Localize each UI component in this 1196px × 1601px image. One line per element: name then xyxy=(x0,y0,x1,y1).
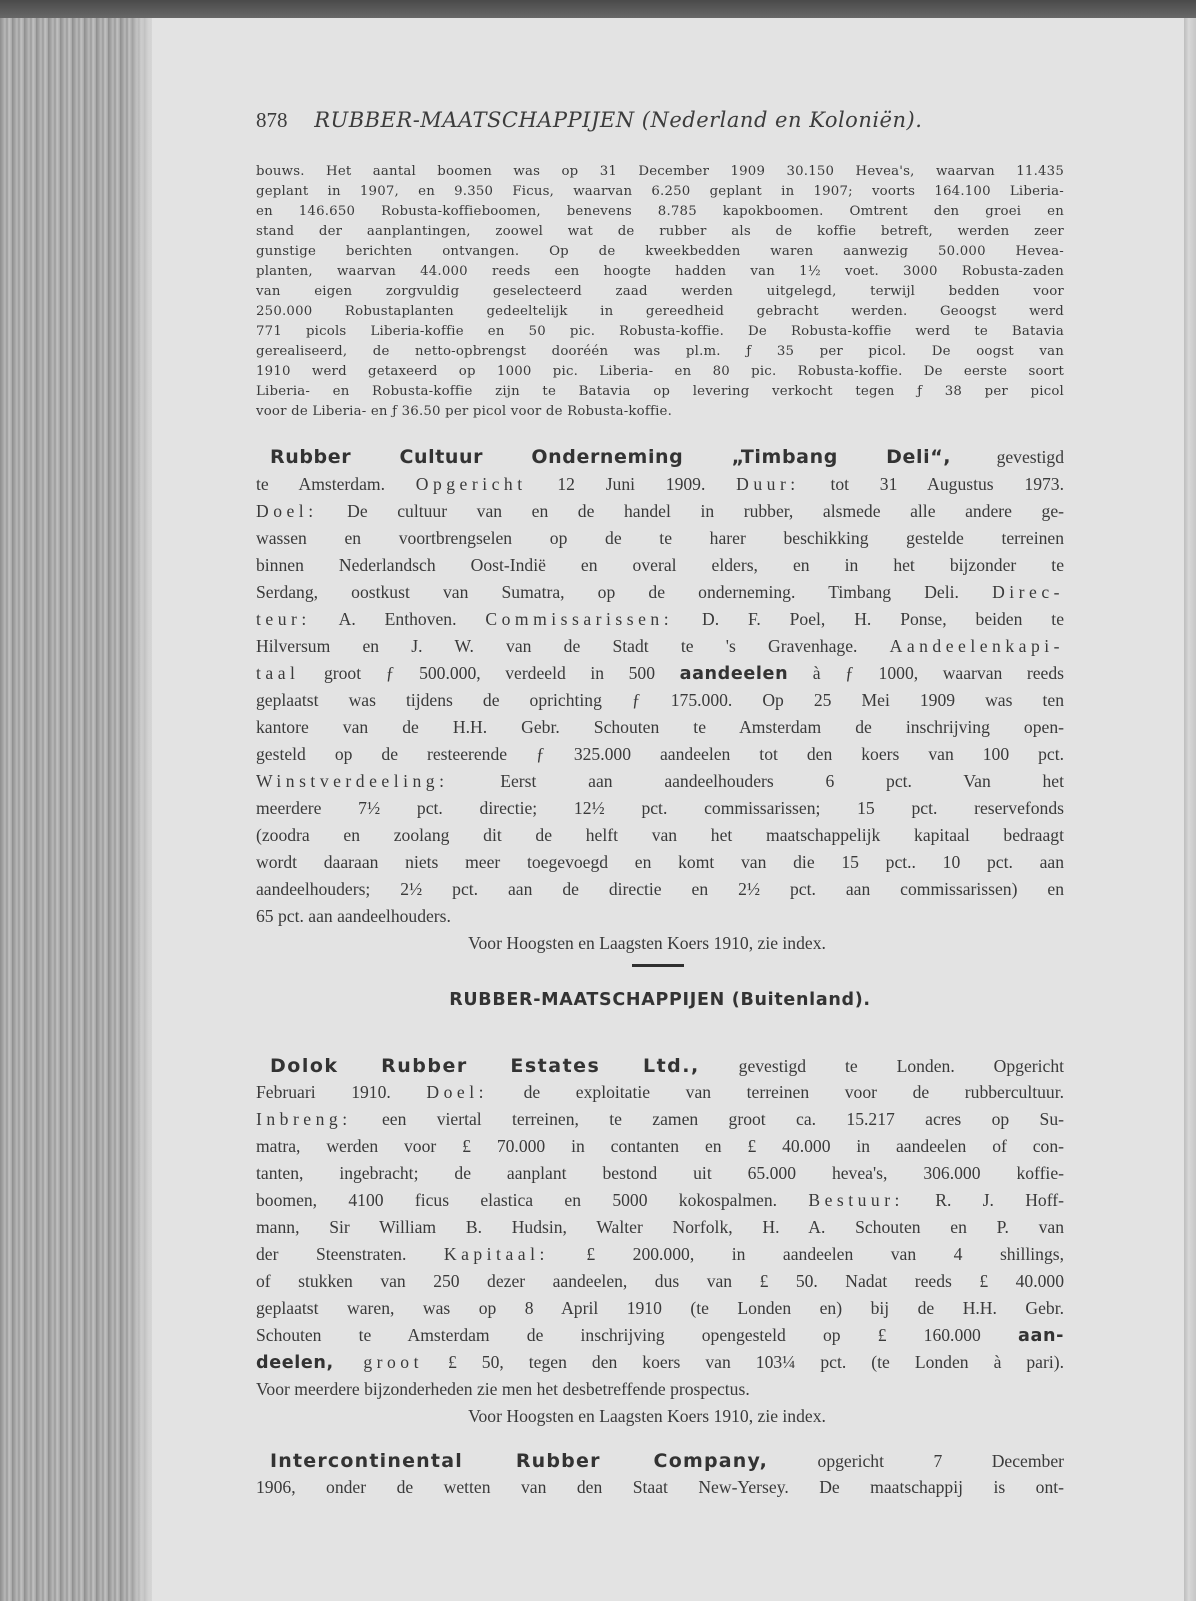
bold-term: deelen, xyxy=(256,1353,334,1373)
text-span: boomen, 4100 ficus elastica en 5000 kokospalmen. xyxy=(256,1190,809,1210)
field-label: Doel: xyxy=(426,1082,488,1102)
text-line: geplaatst was tijdens de oprichting ƒ 175.000. Op 25 Mei 1909 was ten xyxy=(256,690,1064,710)
text-line xyxy=(256,1082,1064,1103)
field-label: Doel: xyxy=(256,501,318,521)
field-label: Direc- xyxy=(992,582,1064,602)
book-page xyxy=(152,18,1184,1601)
text-line: aandeelhouders; 2½ pct. aan de directie en 2½ pct. aan commissarissen) en xyxy=(256,879,1064,899)
text-line xyxy=(270,1055,1064,1077)
text-line: of stukken van 250 dezer aandeelen, dus van £ 50. Nadat reeds £ 40.000 xyxy=(256,1271,1064,1291)
field-label: Bestuur: xyxy=(808,1190,904,1210)
field-label: Kapitaal: xyxy=(443,1244,549,1264)
text-span: te Amsterdam. xyxy=(256,474,416,494)
text-line: mann, Sir William B. Hudsin, Walter Norfolk, H. A. Schouten en P. van xyxy=(256,1217,1064,1237)
text-line xyxy=(256,1352,1064,1373)
text-span: gevestigd xyxy=(951,447,1065,467)
text-span: A. Enthoven. xyxy=(310,609,486,629)
text-line: Voor meerdere bijzonderheden zie men het desbetreffende prospectus. xyxy=(256,1379,750,1399)
text-span: der Steenstraten. xyxy=(256,1244,444,1264)
text-span: £ 50, tegen den koers van 103¼ pct. (te Londen à pari). xyxy=(422,1352,1064,1372)
text-line: stand der aanplantingen, zoowel wat de rubber als de koffie betreft, werden zeer xyxy=(256,224,1064,239)
text-span: Eerst aan aandeelhouders 6 pct. Van het xyxy=(448,771,1064,791)
text-line: (zoodra en zoolang dit de helft van het maatschappelijk kapitaal bedraagt xyxy=(256,825,1064,845)
text-line: planten, waarvan 44.000 reeds een hoogte hadden van 1½ voet. 3000 Robusta-zaden xyxy=(256,264,1064,279)
text-line xyxy=(256,1109,1064,1130)
text-line: wassen en voortbrengselen op de te harer beschikking gestelde terreinen xyxy=(256,528,1064,548)
page-number: 878 xyxy=(256,108,288,132)
text-line: Liberia- en Robusta-koffie zijn te Batavia op levering verkocht tegen ƒ 38 per picol xyxy=(256,384,1064,399)
bold-term: aandeelen xyxy=(679,664,789,684)
text-line xyxy=(256,636,1064,657)
text-span: à ƒ 1000, waarvan reeds xyxy=(788,663,1064,683)
company-name: Dolok Rubber Estates Ltd., xyxy=(270,1055,700,1077)
text-line: tanten, ingebracht; de aanplant bestond uit 65.000 hevea's, 306.000 koffie- xyxy=(256,1163,1064,1183)
text-line: voor de Liberia- en ƒ 36.50 per picol voor de Robusta-koffie. xyxy=(256,404,673,419)
text-line: kantore van de H.H. Gebr. Schouten te Amsterdam de inschrijving open- xyxy=(256,717,1064,737)
text-line xyxy=(256,663,1064,684)
text-line: binnen Nederlandsch Oost-Indië en overal elders, en in het bijzonder te xyxy=(256,555,1064,575)
text-line: 1906, onder de wetten van den Staat New-Yersey. De maatschappij is ont- xyxy=(256,1477,1064,1497)
field-label: groot xyxy=(333,1352,423,1372)
text-line: 771 picols Liberia-koffie en 50 pic. Robusta-koffie. De Robusta-koffie werd te Batavia xyxy=(256,324,1064,339)
field-label: Winstverdeeling: xyxy=(256,771,449,791)
text-span: D. F. Poel, H. Ponse, beiden te xyxy=(673,609,1064,629)
text-span: een viertal terreinen, te zamen groot ca. 15.217 acres op Su- xyxy=(351,1109,1064,1129)
text-line xyxy=(256,1190,1064,1211)
text-span: opgericht 7 December xyxy=(768,1451,1065,1471)
field-label: Aandeelenkapi- xyxy=(889,636,1064,656)
running-title: RUBBER-MAATSCHAPPIJEN (Nederland en Koloniën). xyxy=(314,108,923,132)
index-note: Voor Hoogsten en Laagsten Koers 1910, zie index. xyxy=(468,1406,826,1426)
text-span: Februari 1910. xyxy=(256,1082,427,1102)
text-line: geplaatst waren, was op 8 April 1910 (te Londen en) bij de H.H. Gebr. xyxy=(256,1298,1064,1318)
text-span: Schouten te Amsterdam de inschrijving opengesteld op £ 160.000 xyxy=(256,1325,1019,1345)
text-line xyxy=(256,771,1064,792)
text-span: groot ƒ 500.000, verdeeld in 500 xyxy=(299,663,680,683)
field-label: teur: xyxy=(256,609,311,629)
field-label: taal xyxy=(256,663,300,683)
text-line: en 146.650 Robusta-koffieboomen, benevens 8.785 kapokboomen. Omtrent den groei en xyxy=(256,204,1064,219)
text-span: Hilversum en J. W. van de Stadt te 's Gravenhage. xyxy=(256,636,890,656)
scan-right-edge xyxy=(1184,18,1196,1601)
text-line xyxy=(256,474,1064,495)
text-span: Serdang, oostkust van Sumatra, op de onderneming. Timbang Deli. xyxy=(256,582,993,602)
scan-top-shadow xyxy=(0,0,1196,20)
field-label: Inbreng: xyxy=(256,1109,352,1129)
text-span: De cultuur van en de handel in rubber, alsmede alle andere ge- xyxy=(317,501,1064,521)
text-line: 1910 werd getaxeerd op 1000 pic. Liberia- en 80 pic. Robusta-koffie. De eerste soort xyxy=(256,364,1064,379)
text-line: bouws. Het aantal boomen was op 31 December 1909 30.150 Hevea's, waarvan 11.435 xyxy=(256,164,1064,179)
text-span: £ 200.000, in aandeelen van 4 shillings, xyxy=(548,1244,1064,1264)
text-line: 65 pct. aan aandeelhouders. xyxy=(256,906,451,926)
field-label: Duur: xyxy=(736,474,800,494)
index-note: Voor Hoogsten en Laagsten Koers 1910, zie index. xyxy=(468,933,826,953)
text-line xyxy=(270,1450,1064,1472)
text-line: van eigen zorgvuldig geselecteerd zaad werden uitgelegd, terwijl bedden voor xyxy=(256,284,1064,299)
text-line: matra, werden voor £ 70.000 in contanten en £ 40.000 in aandeelen of con- xyxy=(256,1136,1064,1156)
section-divider xyxy=(632,964,684,967)
text-span: R. J. Hoff- xyxy=(903,1190,1064,1210)
text-line xyxy=(256,501,1064,522)
text-line: gesteld op de resteerende ƒ 325.000 aandeelen tot den koers van 100 pct. xyxy=(256,744,1064,764)
running-header xyxy=(256,108,922,133)
text-line xyxy=(256,1325,1064,1346)
field-label: Opgericht xyxy=(415,474,527,494)
text-line: geplant in 1907, en 9.350 Ficus, waarvan 6.250 geplant in 1907; voorts 164.100 Liberia- xyxy=(256,184,1064,199)
text-span: de exploitatie van terreinen voor de rubbercultuur. xyxy=(487,1082,1064,1102)
text-line: gunstige berichten ontvangen. Op de kweekbedden waren aanwezig 50.000 Hevea- xyxy=(256,244,1064,259)
field-label: Commissarissen: xyxy=(485,609,674,629)
section-title: RUBBER-MAATSCHAPPIJEN (Buitenland). xyxy=(449,990,871,1010)
book-page-edges xyxy=(0,18,152,1601)
text-line xyxy=(256,582,1064,603)
text-line xyxy=(270,446,1064,468)
company-name: Intercontinental Rubber Company, xyxy=(270,1450,769,1472)
text-span: tot 31 Augustus 1973. xyxy=(799,474,1064,494)
text-line: meerdere 7½ pct. directie; 12½ pct. commissarissen; 15 pct. reservefonds xyxy=(256,798,1064,818)
text-span: gevestigd te Londen. Opgericht xyxy=(699,1056,1064,1076)
text-line xyxy=(256,1244,1064,1265)
text-line: gerealiseerd, de netto-opbrengst dooréén was pl.m. ƒ 35 per picol. De oogst van xyxy=(256,344,1064,359)
company-name: Rubber Cultuur Onderneming „Timbang Deli“, xyxy=(270,446,952,468)
text-span: 12 Juni 1909. xyxy=(526,474,737,494)
bold-term: aan- xyxy=(1018,1326,1064,1346)
text-line: wordt daaraan niets meer toegevoegd en komt van die 15 pct.. 10 pct. aan xyxy=(256,852,1064,872)
text-line: 250.000 Robustaplanten gedeeltelijk in gereedheid gebracht werden. Geoogst werd xyxy=(256,304,1064,319)
text-line xyxy=(256,609,1064,630)
